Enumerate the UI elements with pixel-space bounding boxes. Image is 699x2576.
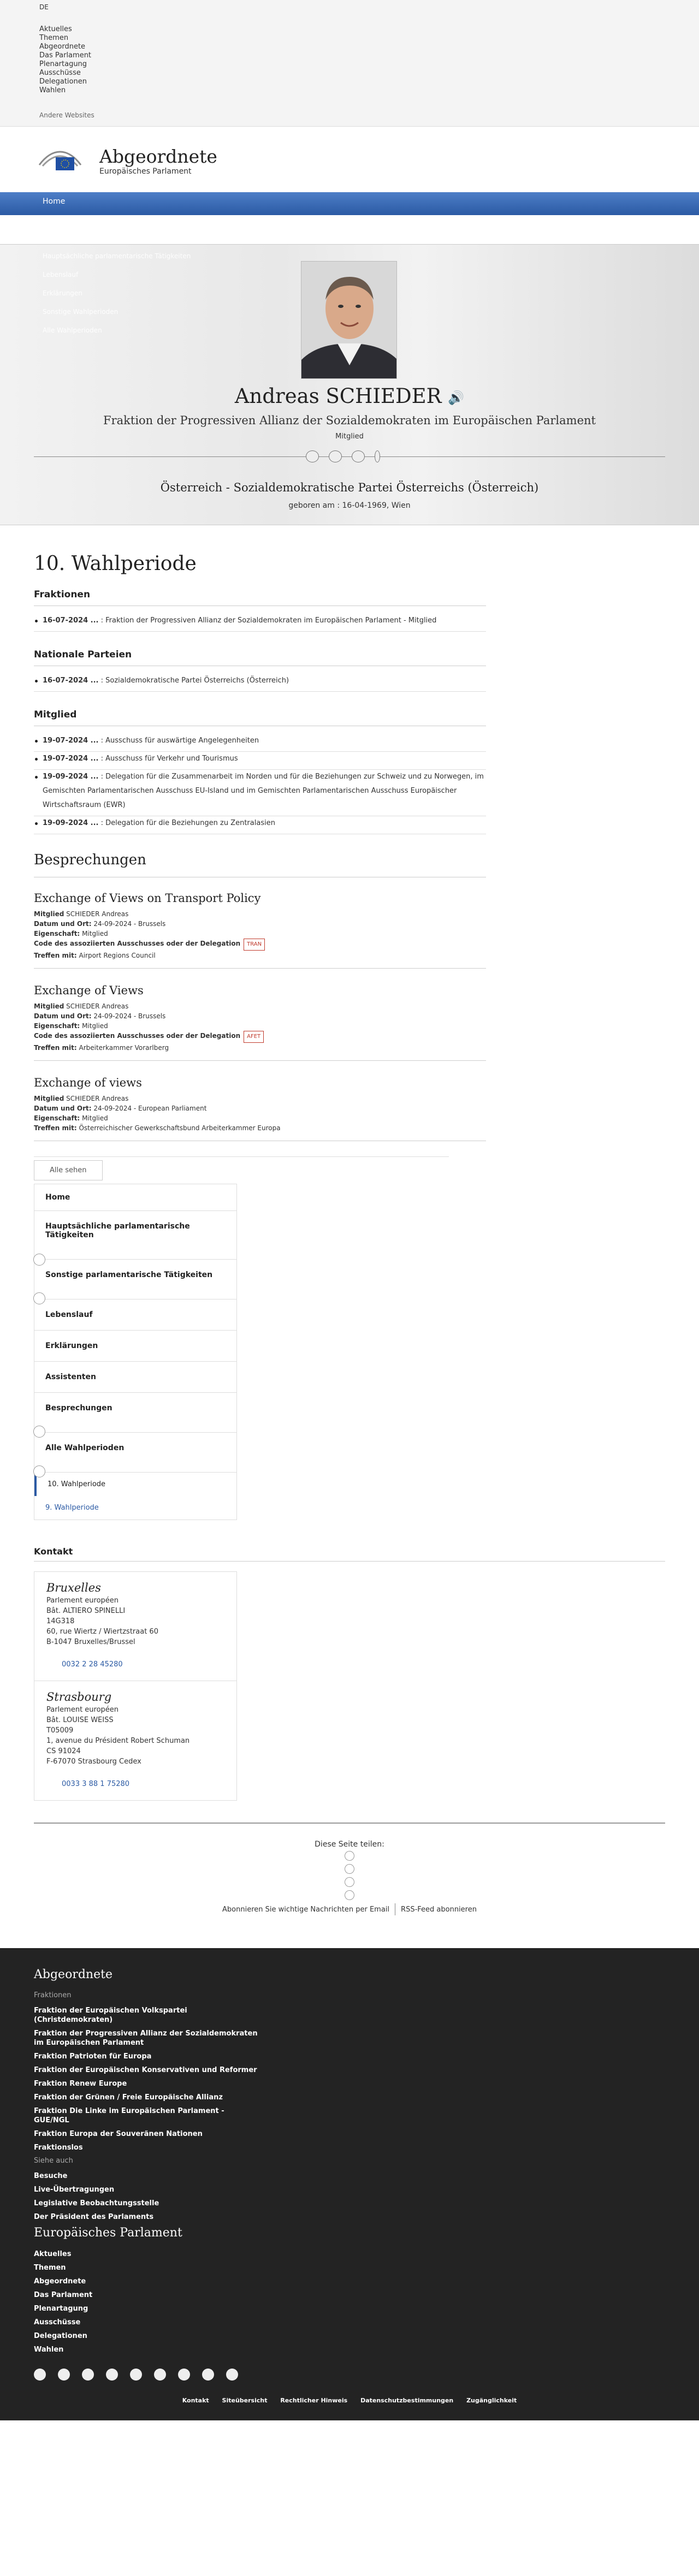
sidenav-item-assistants[interactable]: Assistenten — [34, 1362, 236, 1393]
footer-link[interactable]: Besuche — [34, 2172, 68, 2180]
meeting-title[interactable]: Exchange of views — [34, 1076, 142, 1089]
address-line: CS 91024 — [46, 1747, 81, 1755]
ghost-menu — [43, 247, 191, 340]
footer-bottom-links — [34, 2397, 665, 2404]
footer-link[interactable]: Fraktion Renew Europe — [34, 2080, 127, 2088]
footer-link[interactable]: Abgeordnete — [34, 2277, 86, 2286]
footer-social-icons — [34, 2369, 665, 2381]
address-line: 60, rue Wiertz / Wiertzstraat 60 — [46, 1628, 158, 1636]
footer-link[interactable]: Delegationen — [34, 2332, 87, 2340]
member-role: Mitglied — [335, 432, 364, 441]
website-icon[interactable] — [329, 450, 342, 462]
top-menu — [39, 25, 660, 95]
footer-link[interactable]: Aktuelles — [34, 2250, 72, 2258]
address-line: 14G318 — [46, 1617, 75, 1625]
address-line: Parlement européen — [46, 1706, 119, 1714]
footer-link[interactable]: Legislative Beobachtungsstelle — [34, 2199, 159, 2207]
list-item: 19-09-2024 ... : Delegation für die Beziehungen zu Zentralasien — [34, 816, 486, 834]
office-city: Bruxelles — [46, 1581, 101, 1594]
ghost-menu-item: Erklärungen — [43, 289, 82, 297]
address-line: T05009 — [46, 1726, 74, 1735]
language-selector[interactable]: DE — [39, 3, 49, 11]
share-facebook-icon[interactable] — [345, 1851, 354, 1861]
member-hero — [0, 244, 699, 525]
expand-icon[interactable] — [33, 1465, 45, 1477]
footer-link[interactable]: Ausschüsse — [34, 2318, 81, 2326]
meeting-item: Exchange of Views on Transport Policy Mitglied SCHIEDER Andreas Datum und Ort: 24-09-2024 - Brussels Eigenschaft: Mitglied Code des assoziierten Ausschusses oder der Delegation TRAN Treffen mit: Airport Regions Council — [34, 892, 486, 969]
sidenav-item-other-activities[interactable]: Sonstige parlamentarische Tätigkeiten — [34, 1260, 236, 1299]
ghost-menu-item: Lebenslauf — [43, 271, 79, 278]
meeting-item: Exchange of views Mitglied SCHIEDER Andreas Datum und Ort: 24-09-2024 - European Parliament Eigenschaft: Mitglied Treffen mit: Österreichischer Gewerkschaftsbund Arbeiterkammer Europa — [34, 1076, 486, 1141]
footer-title: Abgeordnete — [34, 1968, 112, 1981]
office-city: Strasbourg — [46, 1690, 112, 1704]
site-footer — [0, 1948, 699, 2420]
footer-link[interactable]: Wahlen — [34, 2346, 64, 2354]
contact-heading: Kontakt — [34, 1546, 665, 1562]
footer-link[interactable]: Fraktion Die Linke im Europäischen Parlament - GUE/NGL — [34, 2107, 224, 2124]
office-phone[interactable]: 0032 2 28 45280 — [62, 1660, 123, 1669]
share-buttons — [34, 1851, 665, 1900]
top-menu-item[interactable]: Aktuelles — [39, 25, 72, 33]
sidenav-item-main-activities[interactable]: Hauptsächliche parlamentarische Tätigkeiten — [34, 1211, 236, 1260]
meeting-title[interactable]: Exchange of Views on Transport Policy — [34, 892, 261, 905]
footer-link[interactable]: Fraktion der Grünen / Freie Europäische Allianz — [34, 2093, 223, 2102]
parteien-heading: Nationale Parteien — [34, 649, 486, 666]
share-section — [34, 1823, 665, 1915]
flickr-icon[interactable] — [82, 2369, 94, 2381]
sidenav-term-10[interactable]: 10. Wahlperiode — [34, 1473, 236, 1496]
sidenav-item-declarations[interactable]: Erklärungen — [34, 1331, 236, 1362]
footer-bottom-link[interactable]: Datenschutzbestimmungen — [360, 2397, 454, 2404]
footer-bottom-link[interactable]: Rechtlicher Hinweis — [280, 2397, 348, 2404]
top-menu-item[interactable]: Ausschüsse — [39, 69, 81, 77]
address-line: B-1047 Bruxelles/Brussel — [46, 1638, 135, 1646]
meeting-item: Exchange of Views Mitglied SCHIEDER Andreas Datum und Ort: 24-09-2024 - Brussels Eigenschaft: Mitglied Code des assoziierten Ausschusses oder der Delegation AFET Treffen mit: Arbeiterkammer Vorarlberg — [34, 984, 486, 1061]
member-name-row — [0, 384, 699, 408]
facebook-icon[interactable] — [34, 2369, 46, 2381]
footer-ep-title: Europäisches Parlament — [34, 2226, 182, 2240]
footer-link[interactable]: Fraktion der Europäischen Konservativen und Reformer — [34, 2066, 257, 2074]
footer-bottom-link[interactable]: Siteübersicht — [222, 2397, 268, 2404]
twitter-icon[interactable] — [375, 450, 380, 462]
ep-logo-icon[interactable] — [37, 146, 83, 177]
mitglied-heading: Mitglied — [34, 709, 486, 726]
footer-link[interactable]: Themen — [34, 2264, 66, 2272]
footer-see-also-caption: Siehe auch — [34, 2157, 73, 2165]
top-menu-item[interactable]: Plenartagung — [39, 60, 87, 68]
fraktionen-heading: Fraktionen — [34, 589, 486, 606]
top-menu-item[interactable]: Wahlen — [39, 86, 66, 94]
member-photo — [301, 261, 397, 379]
list-item: 19-07-2024 ... : Ausschuss für auswärtige Angelegenheiten — [34, 734, 486, 752]
member-group: Fraktion der Progressiven Allianz der Sozialdemokraten im Europäischen Parlament — [103, 414, 596, 427]
address-line: Bât. LOUISE WEISS — [46, 1716, 114, 1724]
share-email-icon[interactable] — [345, 1890, 354, 1900]
footer-link[interactable]: Fraktion Europa der Souveränen Nationen — [34, 2130, 203, 2138]
footer-link[interactable]: Live-Übertragungen — [34, 2186, 115, 2194]
sidenav-item-meetings[interactable]: Besprechungen — [34, 1393, 236, 1433]
meetings-heading: Besprechungen — [34, 852, 486, 877]
committee-badge: TRAN — [244, 939, 265, 951]
footer-link[interactable]: Fraktion der Europäischen Volkspartei (Christdemokraten) — [34, 2007, 187, 2024]
other-websites-link[interactable]: Andere Websites — [39, 111, 94, 119]
address-line: F-67070 Strasbourg Cedex — [46, 1758, 141, 1766]
speaker-icon[interactable]: 🔊 — [448, 390, 465, 406]
see-all-row — [34, 1156, 449, 1180]
top-menu-item[interactable]: Abgeordnete — [39, 43, 86, 51]
sidenav-item-cv[interactable]: Lebenslauf — [34, 1299, 236, 1331]
list-item: 16-07-2024 ... : Sozialdemokratische Partei Österreichs (Österreich) — [34, 674, 486, 692]
share-linkedin-icon[interactable] — [345, 1877, 354, 1887]
see-all-button[interactable]: Alle sehen — [34, 1160, 103, 1180]
office-card — [34, 1571, 237, 1681]
social-links — [306, 450, 380, 462]
ghost-menu-item: Alle Wahlperioden — [43, 327, 102, 334]
footer-link[interactable]: Fraktion der Progressiven Allianz der Sozialdemokraten im Europäischen Parlament — [34, 2029, 258, 2047]
footer-groups-caption: Fraktionen — [34, 1991, 72, 1999]
footer-link[interactable]: Fraktion Patrioten für Europa — [34, 2052, 152, 2061]
member-sidenav — [34, 1184, 237, 1520]
breadcrumb-home[interactable]: Home — [43, 197, 66, 206]
footer-link[interactable]: Plenartagung — [34, 2305, 88, 2313]
facebook-icon[interactable] — [352, 450, 365, 462]
address-line: Bât. ALTIERO SPINELLI — [46, 1607, 126, 1615]
member-country: Österreich - Sozialdemokratische Partei Österreichs (Österreich) — [160, 481, 539, 494]
top-menu-item[interactable]: Themen — [39, 34, 69, 42]
reddit-icon[interactable] — [226, 2369, 238, 2381]
list-item: 19-07-2024 ... : Ausschuss für Verkehr und Tourismus — [34, 752, 486, 770]
youtube-icon[interactable] — [130, 2369, 142, 2381]
term-title: 10. Wahlperiode — [34, 553, 197, 575]
committee-badge: AFET — [244, 1031, 264, 1043]
list-item: 19-09-2024 ... : Delegation für die Zusammenarbeit im Norden und für die Beziehungen zur Schweiz und zu Norwegen, im Gemischten Parlamentarischen Ausschuss EU-Island und im Gemischten Parlamentarischen Ausschuss Europäischer Wirtschaftsraum (EWR) — [34, 770, 486, 816]
twitter-icon[interactable] — [58, 2369, 70, 2381]
footer-link[interactable]: Das Parlament — [34, 2291, 93, 2299]
sidenav-item-all-terms[interactable]: Alle Wahlperioden — [34, 1433, 236, 1473]
mitglied-list — [34, 734, 486, 834]
share-twitter-icon[interactable] — [345, 1864, 354, 1874]
sidenav-item-home[interactable]: Home — [34, 1184, 236, 1211]
linkedin-icon[interactable] — [106, 2369, 118, 2381]
office-card — [34, 1681, 237, 1801]
instagram-icon[interactable] — [154, 2369, 166, 2381]
member-birth: geboren am : 16-04-1969, Wien — [288, 501, 411, 510]
meeting-title[interactable]: Exchange of Views — [34, 984, 144, 997]
footer-link[interactable]: Der Präsident des Parlaments — [34, 2213, 154, 2221]
email-icon[interactable] — [306, 450, 319, 462]
subscribe-email-link[interactable]: Abonnieren Sie wichtige Nachrichten per Email — [222, 1905, 390, 1914]
ghost-menu-item: Hauptsächliche parlamentarische Tätigkeiten — [43, 252, 191, 260]
office-phone[interactable]: 0033 3 88 1 75280 — [62, 1780, 130, 1788]
breadcrumb-bar — [0, 192, 699, 215]
fraktionen-list — [34, 614, 486, 632]
footer-bottom-link[interactable]: Zugänglichkeit — [466, 2397, 517, 2404]
site-title[interactable]: Abgeordnete — [99, 146, 217, 167]
rss-link[interactable]: RSS-Feed abonnieren — [401, 1905, 477, 1914]
pinterest-icon[interactable] — [178, 2369, 190, 2381]
top-navigation — [0, 0, 699, 127]
share-label: Diese Seite teilen: — [315, 1840, 384, 1849]
address-line: Parlement européen — [46, 1596, 119, 1605]
site-header — [0, 127, 699, 192]
address-line: 1, avenue du Président Robert Schuman — [46, 1737, 190, 1745]
ghost-menu-item: Sonstige Wahlperioden — [43, 308, 119, 316]
footer-bottom-link[interactable]: Kontakt — [182, 2397, 209, 2404]
snapchat-icon[interactable] — [202, 2369, 214, 2381]
footer-link[interactable]: Fraktionslos — [34, 2144, 83, 2152]
parteien-list — [34, 674, 486, 692]
main-content — [0, 553, 486, 1180]
list-item: 16-07-2024 ... : Fraktion der Progressiven Allianz der Sozialdemokraten im Europäischen Parlament - Mitglied — [34, 614, 486, 632]
top-menu-item[interactable]: Das Parlament — [39, 51, 92, 60]
top-menu-item[interactable]: Delegationen — [39, 78, 87, 86]
site-subtitle: Europäisches Parlament — [99, 167, 192, 176]
member-name: Andreas SCHIEDER — [234, 384, 442, 408]
sidenav-term-9[interactable]: 9. Wahlperiode — [45, 1504, 99, 1512]
